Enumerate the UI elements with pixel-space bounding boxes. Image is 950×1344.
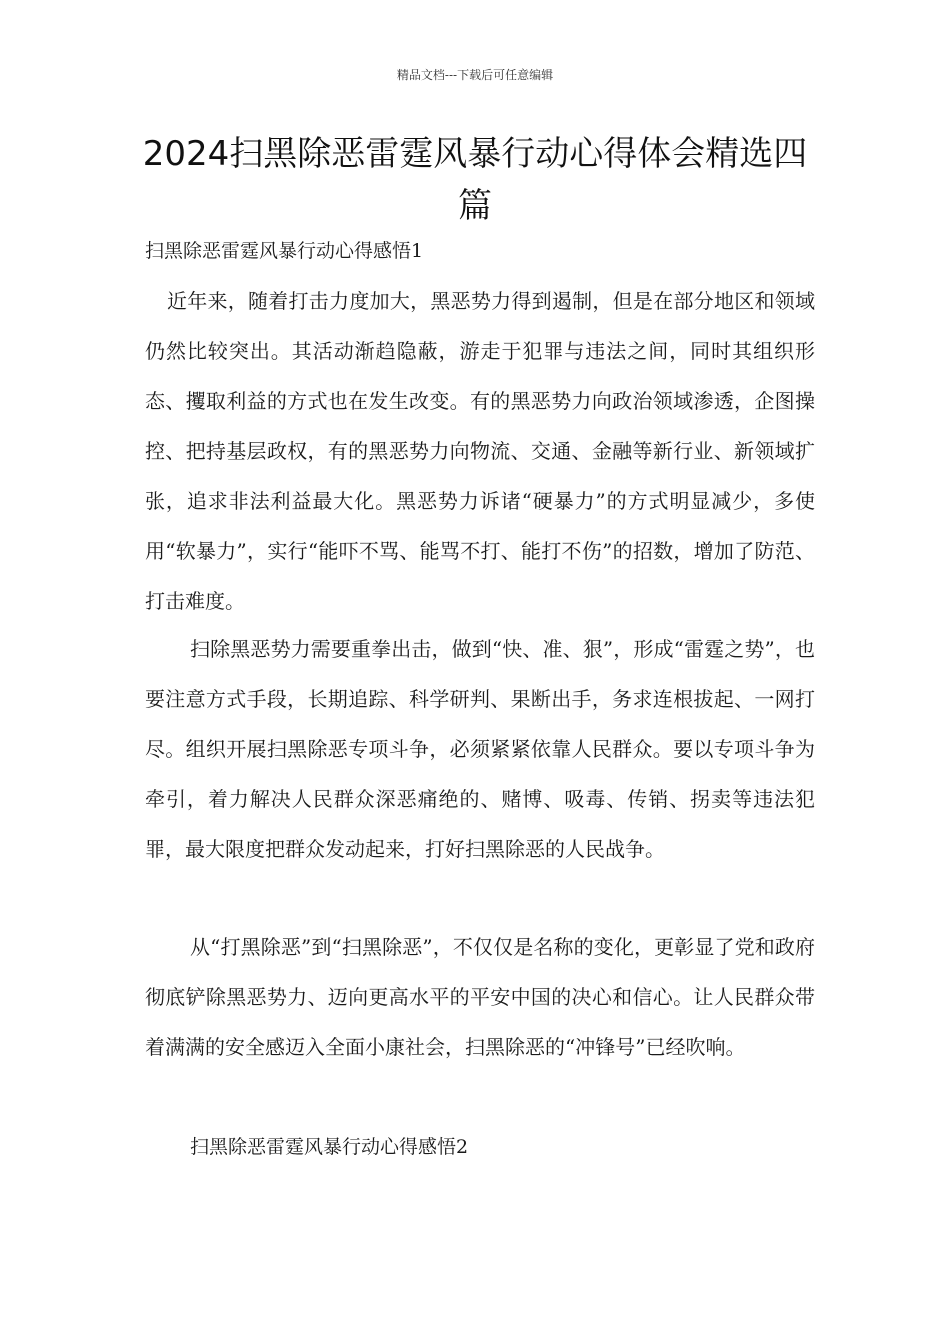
document-title: 2024扫黑除恶雷霆风暴行动心得体会精选四篇: [142, 134, 808, 226]
paragraph-1: 近年来，随着打击力度加大，黑恶势力得到遏制，但是在部分地区和领域仍然比较突出。其活动渐趋隐蔽，游走于犯罪与违法之间，同时其组织形态、攫取利益的方式也在发生改变。有的黑恶势力向政治领域渗透，企图操控、把持基层政权，有的黑恶势力向物流、交通、金融等新行业、新领域扩张，追求非法利益最大化。黑恶势力诉诸“硬暴力”的方式明显减少，多使用“软暴力”，实行“能吓不骂、能骂不打、能打不伤”的招数，增加了防范、打击难度。: [145, 289, 815, 613]
section-heading-2: 扫黑除恶雷霆风暴行动心得感悟2: [190, 1136, 469, 1158]
section-heading-1: 扫黑除恶雷霆风暴行动心得感悟1: [145, 240, 424, 262]
header-note: 精品文档---下载后可任意编辑: [396, 68, 554, 82]
paragraph-2: 扫除黑恶势力需要重拳出击，做到“快、准、狠”，形成“雷霆之势”，也要注意方式手段，长期追踪、科学研判、果断出手，务求连根拔起、一网打尽。组织开展扫黑除恶专项斗争，必须紧紧依靠人民群众。要以专项斗争为牵引，着力解决人民群众深恶痛绝的、赌博、吸毒、传销、拐卖等违法犯罪，最大限度把群众发动起来，打好扫黑除恶的人民战争。: [145, 637, 815, 861]
paragraph-3: 从“打黑除恶”到“扫黑除恶”，不仅仅是名称的变化，更彰显了党和政府彻底铲除黑恶势力、迈向更高水平的平安中国的决心和信心。让人民群众带着满满的安全感迈入全面小康社会，扫黑除恶的“冲锋号”已经吹响。: [145, 935, 815, 1059]
